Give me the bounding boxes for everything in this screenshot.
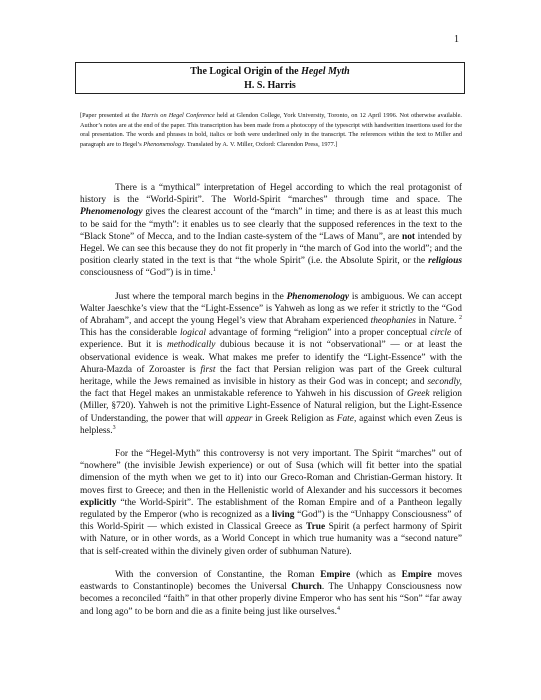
title-box bbox=[75, 62, 465, 94]
editorial-note: [Paper presented at the Harris on Hegel Conference held at Glendon College, York University, Toronto, on 12 April 1996. Not otherwise available. Author’s notes are at the end of the paper. This transcription has been made from a photocopy of the typescript with handwritten insertions used for the oral presentation. The words and phrases in bold, italics or both were underlined only in the transcript. The references within the text to Miller and paragraph are to Hegel’s Phenomenology. Translated by A. V. Miller, Oxford: Clarendon Press, 1977.] bbox=[80, 112, 462, 148]
paragraph-3: For the “Hegel-Myth” this controversy is not very important. The Spirit “marches” out of “nowhere” (the invisible Jewish experience) or out of Susa (which will fit better into the spatial dimension of the myth when we get to it) into our Greco-Roman and Christian-German history. It moves first to Greece; and then in the Hellenistic world of Alexander and his successors it becomes explicitly “the World-Spirit”. The establishment of the Roman Empire and of a Pantheon legally regulated by the Emperor (who is recognized as a living “God”) is the “Unhappy Consciousness” of this World-Spirit — which existed in Classical Greece as True Spirit (a perfect harmony of Spirit with Nature, or in other words, as a World Concept in which true humanity was a “second nature” that is self-created within the divinely given order of subhuman Nature). bbox=[80, 449, 462, 557]
footnote-ref-3: 3 bbox=[112, 424, 116, 431]
paper-title: The Logical Origin of the Hegel Myth bbox=[190, 66, 350, 77]
body-text bbox=[80, 182, 462, 629]
paragraph-1: There is a “mythical” interpretation of Hegel according to which the real protagonist of history is the “World-Spirit”. The World-Spirit “marches” through time and space. The Phenomenology gives the clearest account of the “march” in time; and there is as at least this much to be said for the “myth”: it enables us to see clearly that the supposed references in the text to the “Black Stone” of Mecca, and to the Indian caste-system of the “Laws of Manu”, are not intended by Hegel. We can see this because they do not fit properly in “the march of God into the world”; and the position clearly stated in the text is that “the whole Spirit” (i.e. the Absolute Spirit, or the religious consciousness of “God”) is in time.$^1$ bbox=[80, 183, 462, 279]
footnote-ref-2: 2 bbox=[459, 314, 462, 321]
page-number: 1 bbox=[454, 34, 459, 45]
paragraph-2: Just where the temporal march begins in the Phenomenology is ambiguous. We can accept Walter Jaeschke’s view that the “Light-Essence” is Yahweh as long as we refer it strictly to the “God of Abraham”, and accept the young Hegel’s view that Abraham experienced theophanies in Nature. $^2$ This has the considerable logical advantage of forming “religion” into a proper conceptual circle of experience. But it is methodically dubious because it is not “observational” — or at least the observational evidence is weak. What makes me prefer to identify the “Light-Essence” with the Ahura-Mazda of Zoroaster is first the fact that Persian religion was part of the Greek cultural heritage, while the Jews remained as invisible in history as their God was in concept; and secondly, the fact that Hegel makes an unmistakable reference to Yahweh in his discussion of Greek religion (Miller, §720). Yahweh is not the primitive Light-Essence of Natural religion, but the Light-Essence of Understanding, the power that will appear in Greek Religion as Fate, against which even Zeus is helpless.$^3$ bbox=[80, 291, 463, 436]
paragraph-4: With the conversion of Constantine, the Roman Empire (which as Empire moves eastwards to Constantinople) becomes the Universal Church. The Unhappy Consciousness now becomes a reconciled “faith” in that other properly divine Emperor who has sent his “Son” “far away and long ago” to be born and die as a finite being just like ourselves.$^4$ bbox=[80, 569, 462, 617]
footnote-ref-1: 1 bbox=[212, 267, 216, 274]
footnote-ref-4: 4 bbox=[336, 605, 340, 612]
paper-author: H. S. Harris bbox=[244, 80, 296, 91]
